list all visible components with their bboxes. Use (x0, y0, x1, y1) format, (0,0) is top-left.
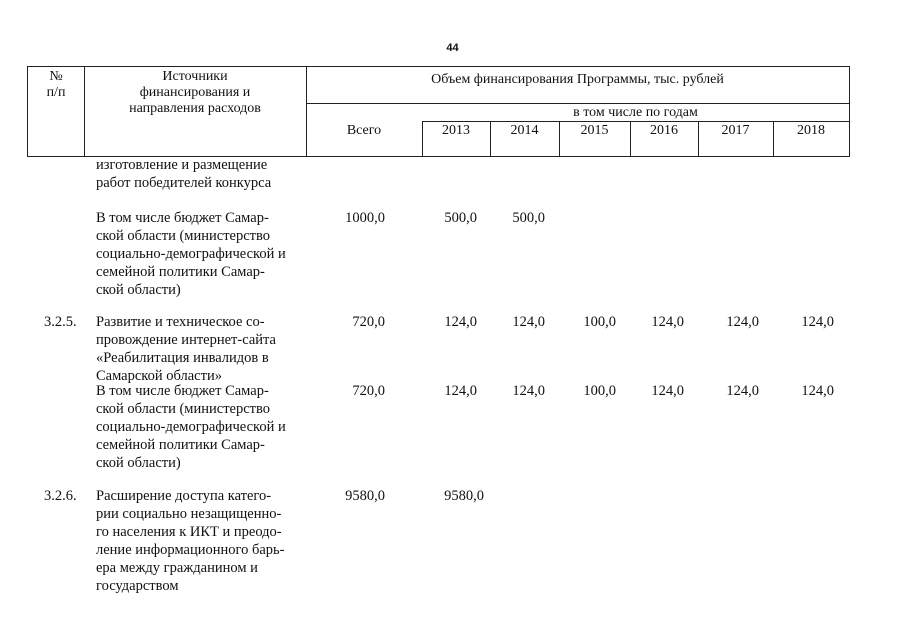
header-year: 2016 (650, 123, 678, 138)
text-line: «Реабилитация инвалидов в (96, 350, 269, 366)
text-line: ской области) (96, 282, 181, 298)
divider (306, 103, 849, 104)
table-row (0, 313, 905, 387)
text-line: ской области (министерство (96, 401, 270, 417)
row-description (96, 209, 302, 299)
header-by-years: в том числе по годам (573, 105, 698, 120)
value-2017: 124,0 (726, 383, 759, 399)
text-line: семейной политики Самар- (96, 437, 265, 453)
row-number: 3.2.5. (44, 314, 77, 330)
text-line: ской области) (96, 455, 181, 471)
value-2014: 124,0 (512, 314, 545, 330)
header-sources: Источники финансирования и направления расходов (129, 69, 261, 116)
text-line: В том числе бюджет Самар- (96, 383, 269, 399)
value-2013: 124,0 (444, 383, 477, 399)
value-2013: 500,0 (444, 210, 477, 226)
text-line: рии социально незащищенно- (96, 506, 282, 522)
text-line: Развитие и техническое со- (96, 314, 265, 330)
row-description (96, 313, 302, 385)
value-total: 720,0 (352, 314, 385, 330)
row-description (96, 487, 302, 595)
text-line: социально-демографической и (96, 419, 286, 435)
text-line: провождение интернет-сайта (96, 332, 276, 348)
text-line: работ победителей конкурса (96, 175, 272, 191)
text-line: изготовление и размещение (96, 157, 268, 173)
table-row (0, 382, 905, 474)
value-2015: 100,0 (583, 383, 616, 399)
value-2014: 124,0 (512, 383, 545, 399)
value-2013: 9580,0 (444, 488, 484, 504)
table-header (27, 66, 850, 157)
value-2018: 124,0 (801, 383, 834, 399)
divider (422, 121, 849, 122)
page-number: 44 (446, 42, 459, 54)
value-total: 720,0 (352, 383, 385, 399)
text-line: семейной политики Самар- (96, 264, 265, 280)
value-total: 9580,0 (345, 488, 385, 504)
header-number: № п/п (46, 69, 66, 100)
header-year: 2017 (721, 123, 750, 138)
header-year: 2014 (510, 123, 539, 138)
table-row (0, 209, 905, 301)
value-2014: 500,0 (512, 210, 545, 226)
table-row (0, 156, 905, 196)
text-line: го населения к ИКТ и преодо- (96, 524, 282, 540)
value-2015: 100,0 (583, 314, 616, 330)
row-description (96, 382, 302, 472)
header-year: 2015 (580, 123, 609, 138)
text-line: Самарской области» (96, 368, 222, 384)
value-2016: 124,0 (651, 383, 684, 399)
value-2016: 124,0 (651, 314, 684, 330)
text-line: ской области (министерство (96, 228, 270, 244)
header-year: 2018 (797, 123, 825, 138)
row-description (96, 156, 302, 192)
value-2018: 124,0 (801, 314, 834, 330)
header-total: Всего (346, 123, 382, 138)
text-line: ление информационного барь- (96, 542, 285, 558)
row-number: 3.2.6. (44, 488, 77, 504)
text-line: Расширение доступа катего- (96, 488, 272, 504)
value-2013: 124,0 (444, 314, 477, 330)
table-row (0, 487, 905, 597)
header-year: 2013 (442, 123, 470, 138)
header-volume: Объем финансирования Программы, тыс. рублей (431, 72, 724, 87)
text-line: ера между гражданином и (96, 560, 258, 576)
text-line: государством (96, 578, 179, 594)
text-line: социально-демографической и (96, 246, 286, 262)
value-total: 1000,0 (345, 210, 385, 226)
value-2017: 124,0 (726, 314, 759, 330)
text-line: В том числе бюджет Самар- (96, 210, 269, 226)
